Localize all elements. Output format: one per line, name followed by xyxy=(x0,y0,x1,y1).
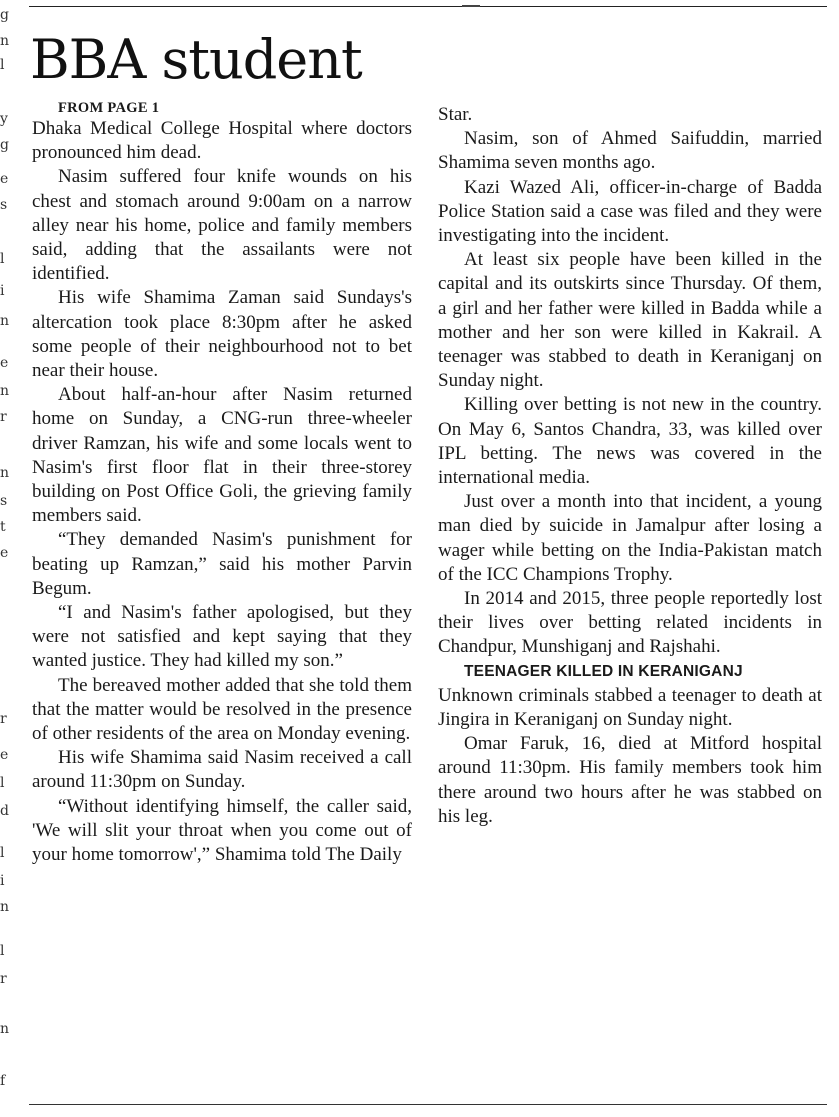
paragraph: Star. xyxy=(438,104,473,125)
paragraph: “They demanded Nasim's punishment for beating up Ramzan,” said his mother Parvin Begum. xyxy=(32,529,412,599)
kicker: FROM PAGE 1 xyxy=(58,100,160,116)
paragraph: Omar Faruk, 16, died at Mitford hospital around 11:30pm. His family members took him there around two hours after he was stabbed on his leg. xyxy=(438,733,822,827)
gutter-char: l xyxy=(0,845,5,861)
paragraph: Just over a month into that incident, a young man died by suicide in Jamalpur after losing a wager while betting on the India-Pakistan match of the ICC Champions Trophy. xyxy=(438,491,822,585)
paragraph: Nasim, son of Ahmed Saifuddin, married Shamima seven months ago. xyxy=(438,128,822,174)
gutter-char: r xyxy=(0,971,7,987)
gutter-char: f xyxy=(0,1073,6,1089)
gutter-char: n xyxy=(0,383,10,399)
paragraph: In 2014 and 2015, three people reportedly lost their lives over betting related incidents in Chandpur, Munshiganj and Rajshahi. xyxy=(438,588,822,658)
top-rule xyxy=(29,6,827,7)
paragraph: Dhaka Medical College Hospital where doctors pronounced him dead. xyxy=(32,118,412,164)
gutter-char: e xyxy=(0,355,9,371)
gutter-char: l xyxy=(0,943,5,959)
gutter-char: g xyxy=(0,7,9,23)
gutter-char: d xyxy=(0,803,9,819)
subhead: TEENAGER KILLED IN KERANIGANJ xyxy=(464,662,743,680)
paragraph: Unknown criminals stabbed a teenager to death at Jingira in Keraniganj on Sunday night. xyxy=(438,684,822,731)
gutter-char: l xyxy=(0,57,5,73)
gutter-char: l xyxy=(0,251,5,267)
gutter-char: t xyxy=(0,519,6,535)
gutter-char: e xyxy=(0,747,9,763)
gutter-char: e xyxy=(0,545,9,561)
paragraph: “Without identifying himself, the caller said, 'We will slit your throat when you come out of your home tomorrow',” Shamima told The Daily xyxy=(32,795,412,866)
headline: BBA student xyxy=(30,28,362,91)
gutter-char: s xyxy=(0,493,8,509)
gutter-char: n xyxy=(0,313,10,329)
left-column xyxy=(32,100,412,867)
gutter-char: n xyxy=(0,33,10,49)
paragraph: The bereaved mother added that she told them that the matter would be resolved in the presence of other residents of the area on Monday evening. xyxy=(32,674,412,745)
paragraph: “I and Nasim's father apologised, but they were not satisfied and kept saying that they wanted justice. They had killed my son.” xyxy=(32,602,412,672)
gutter-char: e xyxy=(0,171,9,187)
paragraph: At least six people have been killed in the capital and its outskirts since Thursday. Of them, a girl and her father were killed in Badda while a mother and her son were killed in Kakrail. A teenager was stabbed to death in Keraniganj on Sunday night. xyxy=(438,249,822,392)
gutter-char: n xyxy=(0,465,10,481)
gutter-char: i xyxy=(0,283,5,299)
paragraph: His wife Shamima Zaman said Sundays's altercation took place 8:30pm after he asked some people of their neighbourhood not to bet near their house. xyxy=(32,287,412,382)
paragraph: About half-an-hour after Nasim returned home on Sunday, a CNG-run three-wheeler driver Ramzan, his wife and some locals went to Nasim's first floor flat in their three-storey building on Post Office Goli, the grieving family members said. xyxy=(32,384,412,527)
gutter-char: n xyxy=(0,899,10,915)
paragraph: Kazi Wazed Ali, officer-in-charge of Badda Police Station said a case was filed and they were investigating into the incident. xyxy=(438,176,822,247)
adjacent-column-fragment xyxy=(0,0,14,1117)
gutter-char: s xyxy=(0,197,8,213)
gutter-char: g xyxy=(0,137,9,153)
paragraph: Nasim suffered four knife wounds on his chest and stomach around 9:00am on a narrow alley near his home, police and family members said, adding that the assailants were not identified. xyxy=(32,166,412,285)
top-tick-mark xyxy=(462,0,480,7)
gutter-char: l xyxy=(0,775,5,791)
gutter-char: r xyxy=(0,711,7,727)
gutter-char: n xyxy=(0,1021,10,1037)
right-column xyxy=(438,103,822,829)
paragraph: Killing over betting is not new in the country. On May 6, Santos Chandra, 33, was killed over IPL betting. The news was covered in the international media. xyxy=(438,394,822,489)
gutter-char: i xyxy=(0,873,5,889)
bottom-rule xyxy=(29,1104,827,1105)
paragraph: His wife Shamima said Nasim received a call around 11:30pm on Sunday. xyxy=(32,747,412,793)
gutter-char: y xyxy=(0,111,8,127)
gutter-char: r xyxy=(0,409,7,425)
